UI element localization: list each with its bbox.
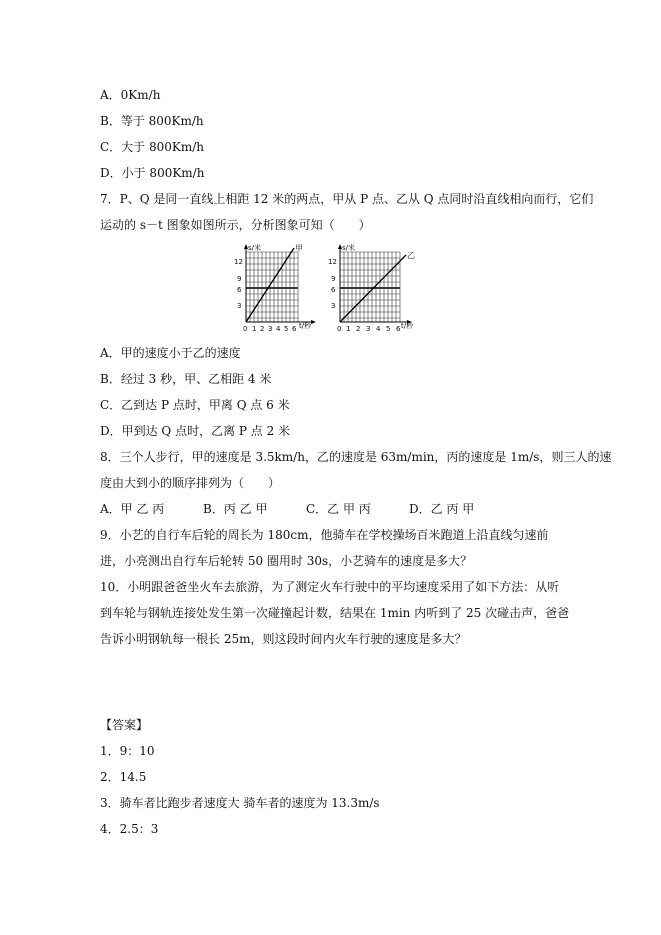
graph-jia-xtick-5: 5 (284, 325, 289, 332)
q8-stem-line-2: 度由大到小的顺序排列为（ ） (100, 476, 281, 490)
q6-option-c: C．大于 800Km/h (100, 140, 205, 154)
graph-yi-xtick-2: 2 (356, 325, 361, 332)
graph-yi-ytick-12: 12 (328, 258, 337, 266)
graph-jia-ytick-3: 3 (237, 302, 242, 310)
q7-option-a: A．甲的速度小于乙的速度 (100, 346, 241, 360)
q7-stem-line-1: 7．P、Q 是同一直线上相距 12 米的两点，甲从 P 点、乙从 Q 点同时沿直线相向而行，它们 (100, 192, 594, 206)
q6-option-a: A．0Km/h (100, 88, 161, 102)
q6-option-d: D．小于 800Km/h (100, 166, 205, 180)
graph-jia-ylabel: s/米 (248, 244, 262, 252)
graph-jia-ytick-9: 9 (237, 275, 242, 283)
graph-jia-xtick-2: 2 (260, 325, 265, 332)
graph-jia-xtick-1: 1 (252, 325, 257, 332)
graph-jia-xtick-4: 4 (276, 325, 281, 332)
graph-yi-xtick-3: 3 (366, 325, 371, 332)
q8-stem-line-1: 8．三个人步行，甲的速度是 3.5km/h，乙的速度是 63m/min，丙的速度是 1m/s，则三人的速 (100, 450, 612, 464)
q7-stem-line-2: 运动的 s－t 图象如图所示，分析图象可知（ ） (100, 218, 371, 232)
answer-2: 2．14.5 (100, 770, 147, 784)
graph-yi-xtick-5: 5 (386, 325, 391, 332)
graph-jia-xlabel: t/秒 (299, 322, 312, 330)
graph-yi-line-label: 乙 (407, 251, 415, 260)
answers-header: 【答案】 (100, 718, 149, 732)
graph-yi-ylabel: s/米 (342, 244, 356, 252)
q7-option-b: B．经过 3 秒，甲、乙相距 4 米 (100, 372, 272, 386)
answer-1: 1．9：10 (100, 744, 155, 758)
q10-text: 10．小明跟爸爸坐火车去旅游，为了测定火车行驶中的平均速度采用了如下方法：从听到车轮与钢轨连接处发生第一次碰撞起计数，结果在 1min 内听到了 25 次碰击声，爸爸告诉小明钢轨每一根长 25m，则这段时间内火车行驶的速度是多大？ (100, 580, 570, 646)
q9-text: 9．小艺的自行车后轮的周长为 180cm，他骑车在学校操场百米跑道上沿直线匀速前进，小亮测出自行车后轮转 50 圈用时 30s，小艺骑车的速度是多大？ (100, 528, 549, 568)
graph-yi-ytick-6: 6 (331, 286, 336, 294)
answer-4: 4．2.5：3 (100, 822, 159, 836)
graph-jia-xtick-0: 0 (243, 325, 248, 332)
q8-option-a: A．甲 乙 丙 (100, 502, 165, 516)
graph-yi-xtick-0: 0 (337, 325, 342, 332)
q8-option-b: B．丙 乙 甲 (203, 502, 268, 516)
answer-3: 3．骑车者比跑步者速度大 骑车者的速度为 13.3m/s (100, 796, 380, 810)
q8-options (100, 501, 512, 517)
q6-option-b: B．等于 800Km/h (100, 114, 204, 128)
graph-jia (228, 242, 323, 335)
q8-option-c: C．乙 甲 丙 (306, 502, 371, 516)
graph-yi-xtick-1: 1 (346, 325, 351, 332)
graph-yi-xlabel: t/秒 (401, 322, 414, 330)
graph-jia-xtick-3: 3 (268, 325, 273, 332)
q7-option-d: D．甲到达 Q 点时，乙离 P 点 2 米 (100, 424, 291, 438)
graph-jia-ytick-6: 6 (237, 286, 242, 294)
graph-yi-xtick-4: 4 (376, 325, 381, 332)
graph-yi-ytick-9: 9 (331, 275, 336, 283)
graph-yi (322, 242, 422, 335)
graph-yi-ytick-3: 3 (331, 302, 336, 310)
graph-jia-line-label: 甲 (295, 244, 303, 253)
q8-option-d: D．乙 丙 甲 (409, 502, 475, 516)
graph-jia-ytick-12: 12 (234, 258, 243, 266)
graph-jia-xtick-6: 6 (292, 325, 297, 332)
graph-yi-xtick-6: 6 (396, 325, 401, 332)
q7-option-c: C．乙到达 P 点时，甲离 Q 点 6 米 (100, 398, 290, 412)
